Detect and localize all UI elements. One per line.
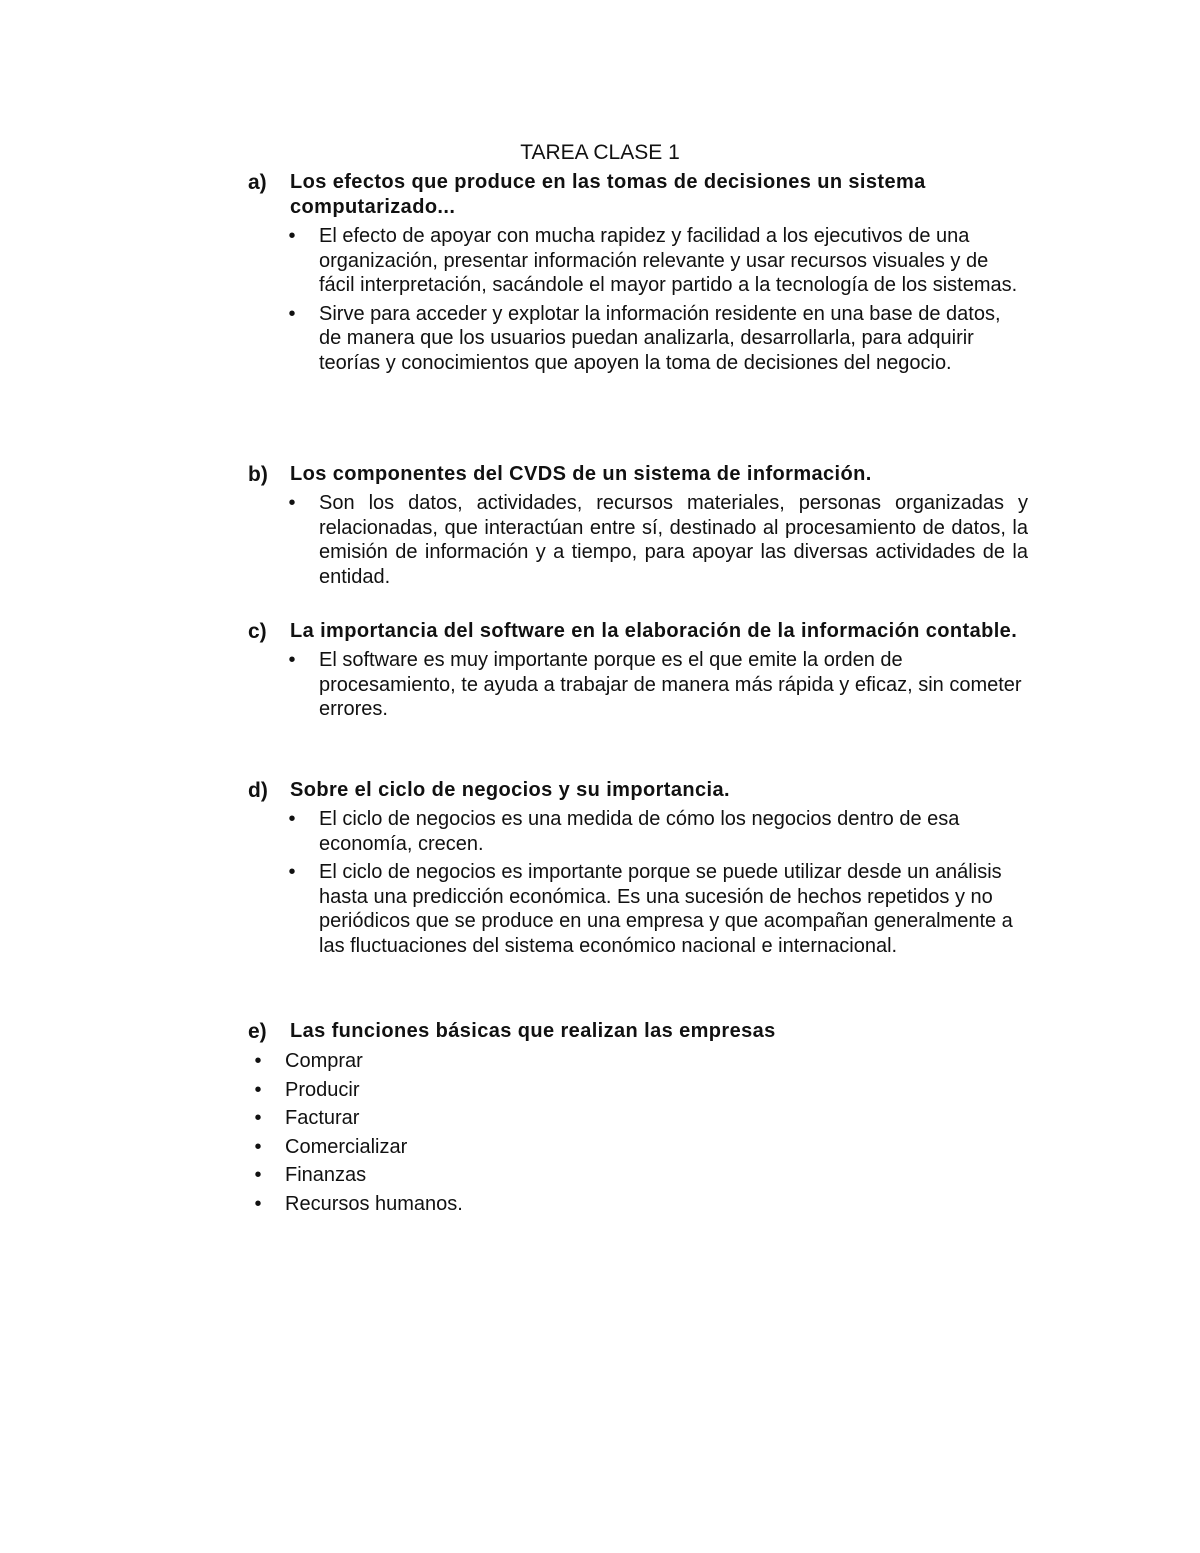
list-item: [288, 491, 1028, 589]
bullet-icon: •: [254, 1078, 262, 1101]
page-title: TAREA CLASE 1: [520, 141, 680, 164]
section-b: [248, 462, 1028, 593]
question-heading: [248, 462, 1028, 487]
question-letter: d): [248, 779, 268, 802]
question-text: Las funciones básicas que realizan las empresas: [290, 1020, 776, 1042]
answer-list: [248, 224, 1028, 376]
question-letter: b): [248, 463, 268, 486]
bullet-icon: •: [288, 861, 296, 884]
question-heading: [248, 778, 1028, 803]
section-a: [248, 170, 1028, 380]
bullet-icon: •: [288, 492, 296, 514]
list-item-text: El efecto de apoyar con mucha rapidez y facilidad a los ejecutivos de una organización, presentar información relevante y usar recursos visuales y de fácil interpretación, sacándole el mayor partido a la tecnología de los sistemas.: [319, 225, 1018, 297]
list-item-text: Sirve para acceder y explotar la información residente en una base de datos, de manera que los usuarios puedan analizarla, desarrollarla, para adquirir teorías y conocimientos que apoyen la toma de decisiones del negocio.: [319, 302, 1001, 374]
bullet-icon: •: [288, 808, 296, 830]
list-item: [254, 1192, 1028, 1217]
bullet-icon: •: [254, 1192, 262, 1215]
list-item-text: El software es muy importante porque es el que emite la orden de procesamiento, te ayuda a trabajar de manera más rápida y eficaz, sin cometer errores.: [319, 649, 1022, 721]
question-text: Los componentes del CVDS de un sistema de información.: [290, 463, 872, 485]
question-text: La importancia del software en la elaboración de la información contable.: [290, 620, 1018, 642]
list-item-text: Comercializar: [285, 1135, 408, 1158]
list-item: [288, 302, 1028, 376]
list-item-text: Facturar: [285, 1107, 360, 1130]
bullet-icon: •: [254, 1164, 262, 1187]
list-item-text: Comprar: [285, 1050, 363, 1072]
bullet-icon: •: [288, 302, 296, 325]
list-item-text: Finanzas: [285, 1164, 367, 1187]
question-letter: e): [248, 1020, 267, 1043]
answer-list: [248, 491, 1028, 589]
list-item: [288, 807, 1028, 856]
bullet-icon: •: [254, 1050, 262, 1072]
section-c: [248, 619, 1028, 726]
question-heading: [248, 619, 1028, 644]
list-item: [254, 1163, 1028, 1188]
question-letter: c): [248, 620, 267, 643]
list-item-text: El ciclo de negocios es una medida de cómo los negocios dentro de esa economía, crecen.: [319, 808, 960, 855]
answer-list: [248, 807, 1028, 959]
bullet-icon: •: [254, 1135, 262, 1158]
list-item: [288, 224, 1028, 298]
answer-list: [248, 648, 1028, 722]
question-text: Los efectos que produce en las tomas de decisiones un sistema computarizado...: [290, 171, 926, 218]
list-item: [288, 648, 1028, 722]
bullet-icon: •: [288, 225, 296, 247]
list-item: [254, 1106, 1028, 1131]
question-heading: [248, 170, 1028, 220]
bullet-icon: •: [254, 1107, 262, 1130]
functions-list: [248, 1049, 1028, 1217]
list-item-text: El ciclo de negocios es importante porque se puede utilizar desde un análisis hasta una predicción económica. Es una sucesión de hechos repetidos y no periódicos que se produce en una empresa y que acompañan generalmente a las fluctuaciones del sistema económico nacional e internacional.: [319, 861, 1013, 957]
list-item: [254, 1049, 1028, 1074]
question-letter: a): [248, 171, 267, 194]
section-e: [248, 1019, 1028, 1221]
list-item-text: Recursos humanos.: [285, 1192, 463, 1215]
bullet-icon: •: [288, 649, 296, 671]
list-item: [254, 1078, 1028, 1103]
section-d: [248, 778, 1028, 963]
list-item: [288, 860, 1028, 958]
question-text: Sobre el ciclo de negocios y su importancia.: [290, 779, 730, 801]
list-item: [254, 1135, 1028, 1160]
question-heading: [248, 1019, 1028, 1044]
list-item-text: Producir: [285, 1078, 360, 1101]
list-item-text: Son los datos, actividades, recursos materiales, personas organizadas y relacionadas, que interactúan entre sí, destinado al procesamiento de datos, la emisión de información y a tiempo, para apoyar las diversas actividades de la entidad.: [319, 492, 1028, 588]
